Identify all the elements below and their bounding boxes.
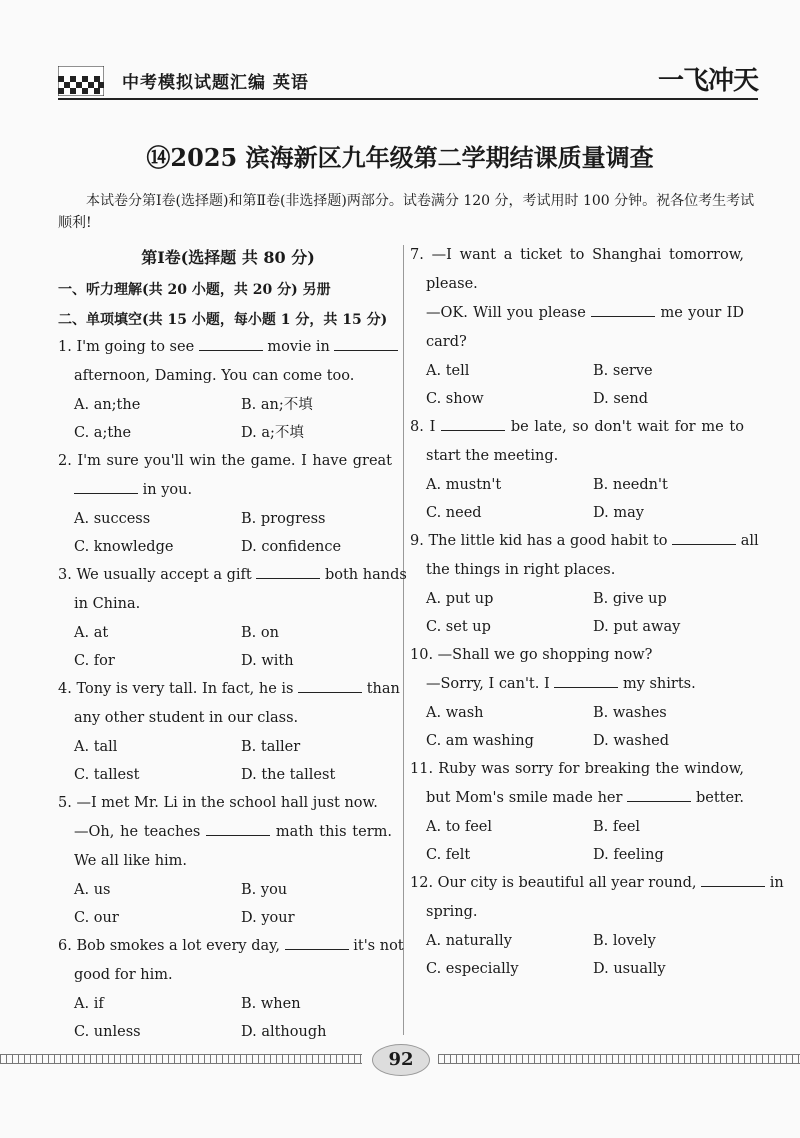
- answer-blank[interactable]: [256, 564, 320, 579]
- question-1: 1. I'm going to see movie in afternoon, Daming. You can come too. A. an;the B. an;不填 C. a;the D. a;不填: [58, 333, 392, 447]
- answer-blank[interactable]: [199, 336, 263, 351]
- brand-logo: 一飞冲天: [657, 66, 758, 96]
- page-header: [58, 66, 758, 96]
- checker-logo-icon: [58, 66, 104, 96]
- option-a[interactable]: A. tell: [426, 363, 470, 379]
- question-2: 2. I'm sure you'll win the game. I have great in you. A. success B. progress C. knowledge D. confidence: [58, 447, 392, 561]
- answer-blank[interactable]: [591, 302, 655, 317]
- option-a[interactable]: A. to feel: [426, 819, 493, 835]
- answer-blank[interactable]: [206, 821, 270, 836]
- question-7: 7. —I want a ticket to Shanghai tomorrow, please. —OK. Will you please me your ID card? A. tell B. serve C. show D. send: [410, 241, 744, 413]
- option-b[interactable]: B. an;不填: [241, 397, 313, 413]
- question-12: 12. Our city is beautiful all year round, in spring. A. naturally B. lovely C. especially D. usually: [410, 869, 744, 983]
- section-single-choice: 二、单项填空(共 15 小题，每小题 1 分，共 15 分): [58, 312, 388, 328]
- option-a[interactable]: A. wash: [426, 705, 484, 721]
- option-c[interactable]: C. am washing: [426, 733, 534, 749]
- option-b[interactable]: B. when: [241, 996, 301, 1012]
- option-a[interactable]: A. mustn't: [426, 477, 502, 493]
- answer-blank[interactable]: [285, 935, 349, 950]
- question-5: 5. —I met Mr. Li in the school hall just now. —Oh, he teaches math this term. We all like him. A. us B. you C. our D. your: [58, 789, 392, 932]
- question-6: 6. Bob smokes a lot every day, it's not good for him. A. if B. when C. unless D. although: [58, 932, 392, 1046]
- answer-blank[interactable]: [334, 336, 398, 351]
- option-b[interactable]: B. on: [241, 625, 279, 641]
- left-column: [58, 333, 407, 1046]
- header-rule: [58, 98, 758, 100]
- option-a[interactable]: A. put up: [426, 591, 494, 607]
- column-divider: [403, 245, 404, 1035]
- series-title: 中考模拟试题汇编 英语: [122, 73, 309, 93]
- option-a[interactable]: A. success: [74, 511, 151, 527]
- footer-decoration-right: [438, 1054, 800, 1064]
- option-b[interactable]: B. feel: [593, 819, 641, 835]
- question-10: 10. —Shall we go shopping now? —Sorry, I can't. I my shirts. A. wash B. washes C. am washing D. washed: [410, 641, 744, 755]
- option-c[interactable]: C. a;the: [74, 425, 132, 441]
- exam-instructions: 本试卷分第Ⅰ卷(选择题)和第Ⅱ卷(非选择题)两部分。试卷满分 120 分，考试用时 100 分钟。祝各位考生考试顺利!: [58, 193, 755, 231]
- answer-blank[interactable]: [554, 673, 618, 688]
- question-9: 9. The little kid has a good habit to all the things in right places. A. put up B. give up C. set up D. put away: [410, 527, 744, 641]
- answer-blank[interactable]: [701, 872, 765, 887]
- option-a[interactable]: A. tall: [74, 739, 118, 755]
- question-3: 3. We usually accept a gift both hands in China. A. at B. on C. for D. with: [58, 561, 392, 675]
- answer-blank[interactable]: [74, 479, 138, 494]
- option-b[interactable]: B. serve: [593, 363, 653, 379]
- question-4: 4. Tony is very tall. In fact, he is than any other student in our class. A. tall B. taller C. tallest D. the tallest: [58, 675, 392, 789]
- option-c[interactable]: C. unless: [74, 1024, 141, 1040]
- option-b[interactable]: B. taller: [241, 739, 301, 755]
- part-one-title: 第Ⅰ卷(选择题 共 80 分): [141, 248, 315, 267]
- option-a[interactable]: A. an;the: [74, 397, 141, 413]
- right-column: [410, 241, 784, 983]
- option-d[interactable]: D. your: [241, 910, 295, 926]
- option-d[interactable]: D. put away: [593, 619, 681, 635]
- option-a[interactable]: A. if: [74, 996, 104, 1012]
- answer-blank[interactable]: [298, 678, 362, 693]
- option-c[interactable]: C. especially: [426, 961, 519, 977]
- option-c[interactable]: C. set up: [426, 619, 491, 635]
- answer-blank[interactable]: [672, 530, 736, 545]
- option-d[interactable]: D. feeling: [593, 847, 664, 863]
- option-d[interactable]: D. with: [241, 653, 294, 669]
- page-footer: [0, 1042, 800, 1078]
- option-d[interactable]: D. the tallest: [241, 767, 336, 783]
- option-b[interactable]: B. give up: [593, 591, 667, 607]
- option-a[interactable]: A. at: [74, 625, 109, 641]
- option-c[interactable]: C. knowledge: [74, 539, 174, 555]
- answer-blank[interactable]: [441, 416, 505, 431]
- option-b[interactable]: B. washes: [593, 705, 667, 721]
- option-d[interactable]: D. confidence: [241, 539, 342, 555]
- answer-blank[interactable]: [627, 787, 691, 802]
- option-a[interactable]: A. naturally: [426, 933, 512, 949]
- option-d[interactable]: D. usually: [593, 961, 666, 977]
- option-d[interactable]: D. send: [593, 391, 648, 407]
- option-d[interactable]: D. although: [241, 1024, 327, 1040]
- option-b[interactable]: B. you: [241, 882, 288, 898]
- option-c[interactable]: C. felt: [426, 847, 471, 863]
- option-a[interactable]: A. us: [74, 882, 111, 898]
- option-d[interactable]: D. a;不填: [241, 425, 304, 441]
- option-c[interactable]: C. tallest: [74, 767, 140, 783]
- option-c[interactable]: C. show: [426, 391, 484, 407]
- section-listening: 一、听力理解(共 20 小题，共 20 分) 另册: [58, 282, 331, 298]
- option-c[interactable]: C. need: [426, 505, 482, 521]
- page-number: 92: [372, 1044, 430, 1076]
- option-b[interactable]: B. lovely: [593, 933, 656, 949]
- option-b[interactable]: B. needn't: [593, 477, 668, 493]
- option-b[interactable]: B. progress: [241, 511, 326, 527]
- option-c[interactable]: C. for: [74, 653, 115, 669]
- option-c[interactable]: C. our: [74, 910, 119, 926]
- option-d[interactable]: D. may: [593, 505, 644, 521]
- question-11: 11. Ruby was sorry for breaking the window, but Mom's smile made her better. A. to feel B. feel C. felt D. feeling: [410, 755, 744, 869]
- footer-decoration-left: [0, 1054, 362, 1064]
- exam-title: ⑭2025 滨海新区九年级第二学期结课质量调查: [146, 143, 654, 172]
- option-d[interactable]: D. washed: [593, 733, 670, 749]
- question-8: 8. I be late, so don't wait for me to start the meeting. A. mustn't B. needn't C. need D. may: [410, 413, 744, 527]
